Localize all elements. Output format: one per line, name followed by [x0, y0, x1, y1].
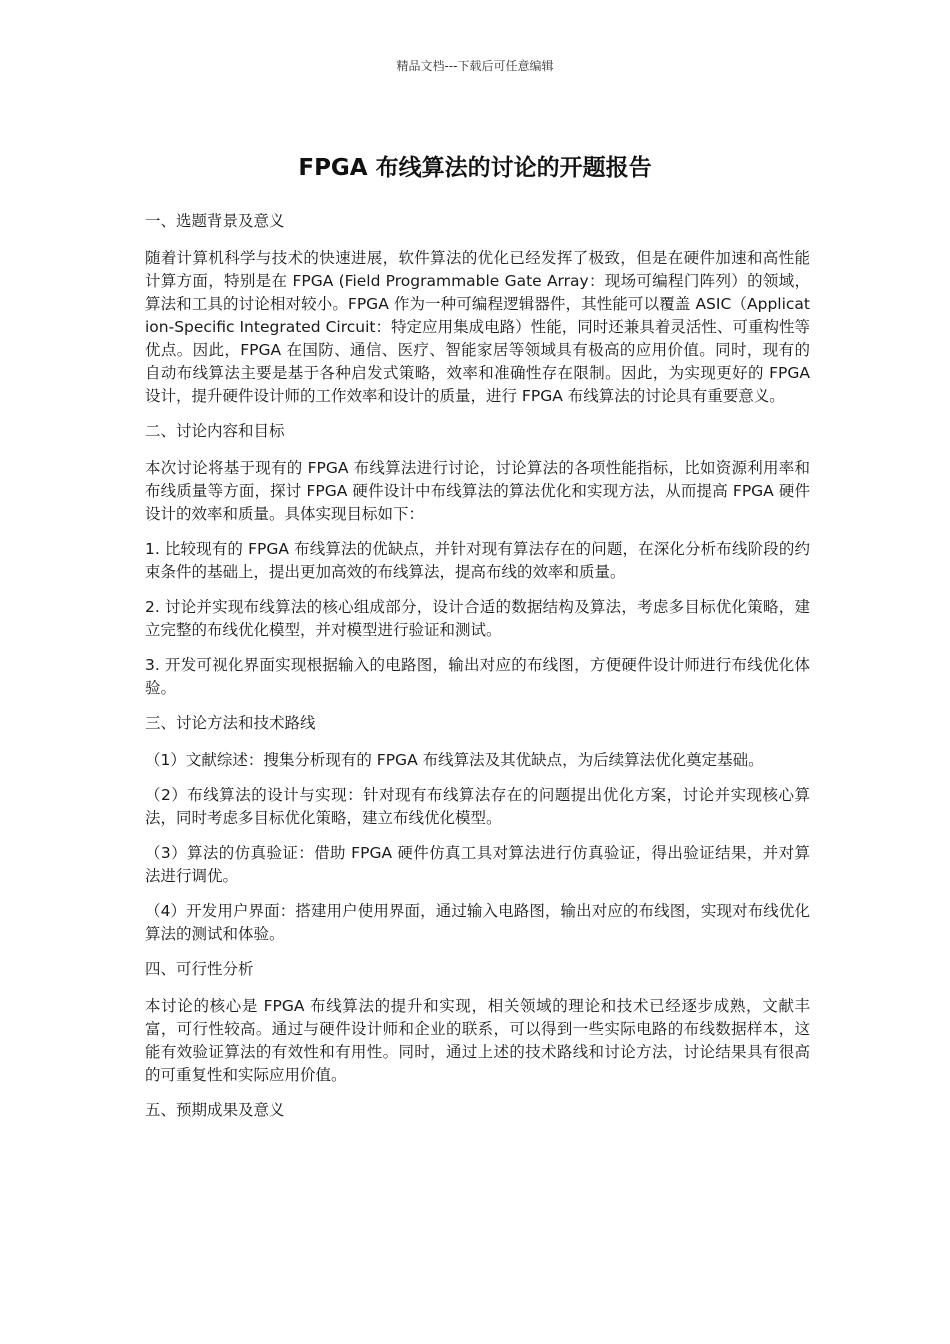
document-body — [145, 210, 810, 1136]
document-title: FPGA 布线算法的讨论的开题报告 — [298, 155, 652, 182]
section-heading-methods: 三、讨论方法和技术路线 — [145, 714, 316, 732]
goal-item-3: 3. 开发可视化界面实现根据输入的电路图，输出对应的布线图，方便硬件设计师进行布线优化体验。 — [145, 656, 810, 697]
method-item-2: （2）布线算法的设计与实现：针对现有布线算法存在的问题提出优化方案，讨论并实现核心算法，同时考虑多目标优化策略，建立布线优化模型。 — [145, 786, 810, 827]
goal-item-2: 2. 讨论并实现布线算法的核心组成部分，设计合适的数据结构及算法，考虑多目标优化策略，建立完整的布线优化模型，并对模型进行验证和测试。 — [145, 598, 810, 639]
paragraph-content-intro: 本次讨论将基于现有的 FPGA 布线算法进行讨论，讨论算法的各项性能指标，比如资源利用率和布线质量等方面，探讨 FPGA 硬件设计中布线算法的算法优化和实现方法，从而提高 FPGA 硬件设计的效率和质量。具体实现目标如下： — [145, 459, 810, 523]
section-heading-feasibility: 四、可行性分析 — [145, 960, 254, 978]
paragraph-background: 随着计算机科学与技术的快速进展，软件算法的优化已经发挥了极致，但是在硬件加速和高性能计算方面，特别是在 FPGA (Field Programmable Gate Array：现场可编程门阵列）的领域，算法和工具的讨论相对较小。FPGA 作为一种可编程逻辑器件，其性能可以覆盖 ASIC（Application-Specific Integrated Circuit：特定应用集成电路）性能，同时还兼具着灵活性、可重构性等优点。因此，FPGA 在国防、通信、医疗、智能家居等领域具有极高的应用价值。同时，现有的自动布线算法主要是基于各种启发式策略，效率和准确性存在限制。因此，为实现更好的 FPGA 设计，提升硬件设计师的工作效率和设计的质量，进行 FPGA 布线算法的讨论具有重要意义。 — [145, 249, 810, 405]
method-item-3: （3）算法的仿真验证：借助 FPGA 硬件仿真工具对算法进行仿真验证，得出验证结果，并对算法进行调优。 — [145, 844, 810, 885]
method-item-4: （4）开发用户界面：搭建用户使用界面，通过输入电路图，输出对应的布线图，实现对布线优化算法的测试和体验。 — [145, 902, 810, 943]
paragraph-feasibility: 本讨论的核心是 FPGA 布线算法的提升和实现，相关领域的理论和技术已经逐步成熟，文献丰富，可行性较高。通过与硬件设计师和企业的联系，可以得到一些实际电路的布线数据样本，这能有效验证算法的有效性和有用性。同时，通过上述的技术路线和讨论方法，讨论结果具有很高的可重复性和实际应用价值。 — [145, 997, 810, 1084]
section-heading-background: 一、选题背景及意义 — [145, 212, 285, 230]
goal-item-1: 1. 比较现有的 FPGA 布线算法的优缺点，并针对现有算法存在的问题，在深化分析布线阶段的约束条件的基础上，提出更加高效的布线算法，提高布线的效率和质量。 — [145, 540, 810, 581]
section-heading-expected-results: 五、预期成果及意义 — [145, 1101, 285, 1119]
page-header-note: 精品文档---下载后可任意编辑 — [396, 59, 554, 73]
method-item-1: （1）文献综述：搜集分析现有的 FPGA 布线算法及其优缺点，为后续算法优化奠定基础。 — [145, 751, 764, 769]
section-heading-content-goals: 二、讨论内容和目标 — [145, 422, 285, 440]
